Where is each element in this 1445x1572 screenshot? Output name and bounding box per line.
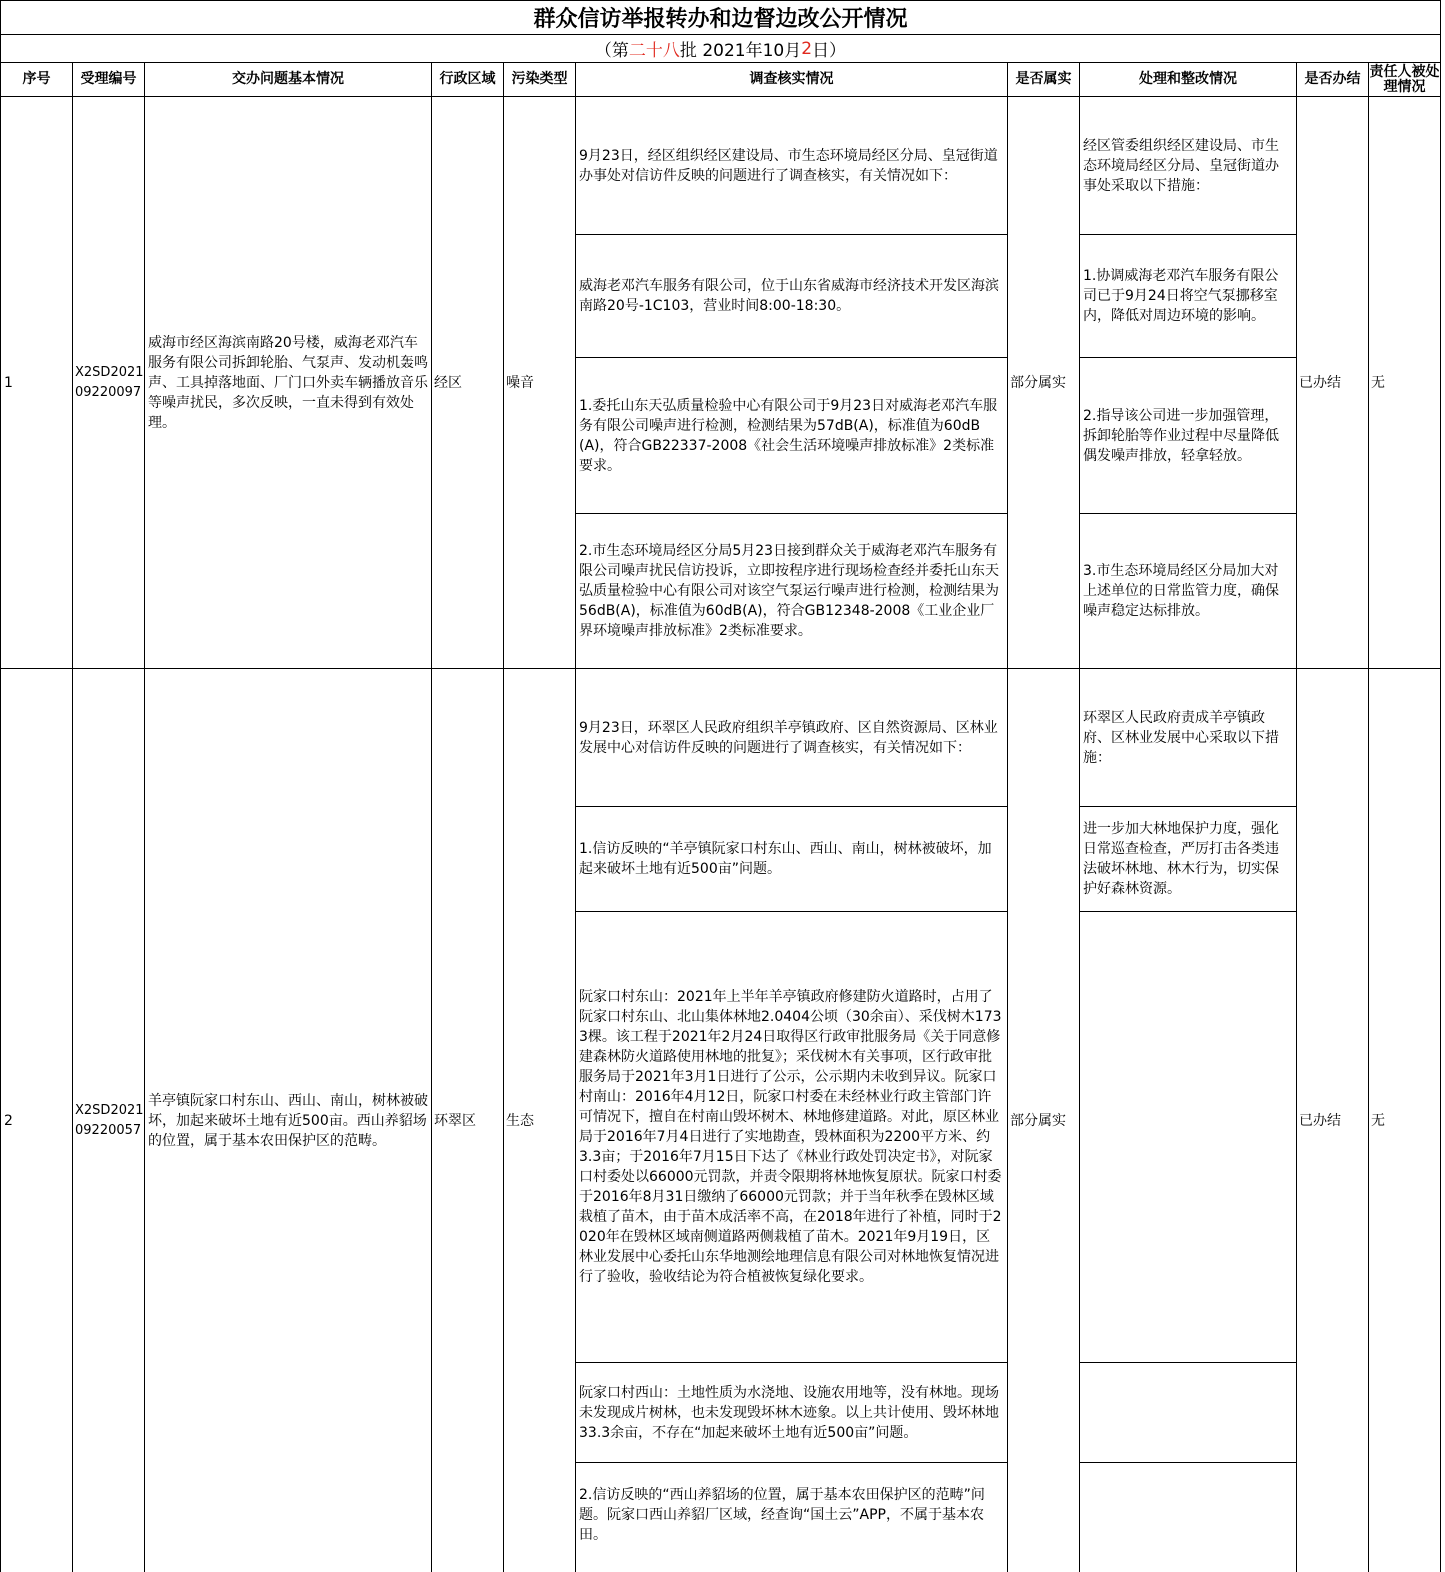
row2-punish: 无	[1369, 669, 1441, 1572]
header-investigation: 调查核实情况	[576, 63, 1008, 97]
row2-investigation-3: 阮家口村东山：2021年上半年羊亭镇政府修建防火道路时，占用了阮家口村东山、北山集体林地2.0404公顷（30余亩）、采伐树木1733棵。该工程于2021年2月24日取得区行政审批服务局《关于同意修建森林防火道路使用林地的批复》；采伐树木有关事项，区行政审批服务局于2021年3月1日进行了公示，公示期内未收到异议。阮家口村南山：2016年4月12日，阮家口村委在未经林业行政主管部门许可情况下，擅自在村南山毁坏树木、林地修建道路。对此，原区林业局于2016年7月4日进行了实地勘查，毁林面积为2200平方米、约3.3亩；于2016年7月15日下达了《林业行政处罚决定书》，对阮家口村委处以66000元罚款，并责令限期将林地恢复原状。阮家口村委于2016年8月31日缴纳了66000元罚款；并于当年秋季在毁林区域栽植了苗木，由于苗木成活率不高，在2018年进行了补植，同时于2020年在毁林区域南侧道路两侧栽植了苗木。2021年9月19日，区林业发展中心委托山东华地测绘地理信息有限公司对林地恢复情况进行了验收，验收结论为符合植被恢复绿化要求。	[575, 912, 1008, 1363]
row2-seq: 2	[0, 669, 73, 1572]
header-seq: 序号	[0, 63, 73, 97]
batch-subtitle	[0, 35, 1441, 63]
header-issue: 交办问题基本情况	[145, 63, 432, 97]
row1-punish: 无	[1369, 97, 1441, 669]
row1-handling-1: 经区管委组织经区建设局、市生态环境局经区分局、皇冠街道办事处采取以下措施：	[1079, 97, 1297, 235]
row1-issue: 威海市经区海滨南路20号楼，威海老邓汽车服务有限公司拆卸轮胎、气泵声、发动机轰鸣声、工具掉落地面、厂门口外卖车辆播放音乐等噪声扰民，多次反映，一直未得到有效处理。	[145, 97, 432, 669]
row1-handling-3: 2.指导该公司进一步加强管理，拆卸轮胎等作业过程中尽量降低偶发噪声排放，轻拿轻放。	[1079, 358, 1297, 514]
header-code: 受理编号	[73, 63, 145, 97]
header-truth: 是否属实	[1008, 63, 1080, 97]
row1-code: X2SD2021 09220097	[73, 97, 145, 669]
header-pollution: 污染类型	[504, 63, 576, 97]
row1-investigation-4: 2.市生态环境局经区分局5月23日接到群众关于威海老邓汽车服务有限公司噪声扰民信访投诉，立即按程序进行现场检查经并委托山东天弘质量检验中心有限公司对该空气泵运行噪声进行检测，检测结果为56dB(A)，标准值为60dB(A)，符合GB12348-2008《工业企业厂界环境噪声排放标准》2类标准要求。	[575, 514, 1008, 669]
row1-investigation-1: 9月23日，经区组织经区建设局、市生态环境局经区分局、皇冠街道办事处对信访件反映的问题进行了调查核实，有关情况如下：	[575, 97, 1008, 235]
row2-pollution: 生态	[504, 669, 576, 1572]
header-handling: 处理和整改情况	[1080, 63, 1297, 97]
header-closed: 是否办结	[1297, 63, 1369, 97]
row2-truth: 部分属实	[1008, 669, 1080, 1572]
row2-region: 环翠区	[432, 669, 504, 1572]
row1-truth: 部分属实	[1008, 97, 1080, 669]
row1-handling-2: 1.协调威海老邓汽车服务有限公司已于9月24日将空气泵挪移室内，降低对周边环境的影响。	[1079, 235, 1297, 358]
row1-pollution: 噪音	[504, 97, 576, 669]
row1-seq: 1	[0, 97, 73, 669]
row2-handling-3	[1079, 912, 1297, 1363]
subtitle-batch-number: 二十八	[628, 41, 680, 61]
row2-closed: 已办结	[1297, 669, 1369, 1572]
row1-handling-4: 3.市生态环境局经区分局加大对上述单位的日常监管力度，确保噪声稳定达标排放。	[1079, 514, 1297, 669]
row2-handling-2: 进一步加大林地保护力度，强化日常巡查检查，严厉打击各类违法破坏林地、林木行为，切实保护好森林资源。	[1079, 807, 1297, 912]
header-punish: 责任人被处理情况	[1369, 63, 1441, 97]
row2-handling-5	[1079, 1463, 1297, 1572]
row2-investigation-2: 1.信访反映的“羊亭镇阮家口村东山、西山、南山，树林被破坏，加起来破坏土地有近500亩”问题。	[575, 807, 1008, 912]
row2-handling-1: 环翠区人民政府责成羊亭镇政府、区林业发展中心采取以下措施：	[1079, 669, 1297, 807]
row2-handling-4	[1079, 1363, 1297, 1463]
row2-issue: 羊亭镇阮家口村东山、西山、南山，树林被破坏，加起来破坏土地有近500亩。西山养貂场的位置，属于基本农田保护区的范畴。	[145, 669, 432, 1572]
subtitle-date: 批 2021年10月	[679, 41, 802, 61]
row2-investigation-1: 9月23日，环翠区人民政府组织羊亭镇政府、区自然资源局、区林业发展中心对信访件反映的问题进行了调查核实，有关情况如下：	[575, 669, 1008, 807]
subtitle-day: 2	[801, 38, 813, 59]
row1-investigation-3: 1.委托山东天弘质量检验中心有限公司于9月23日对威海老邓汽车服务有限公司噪声进行检测，检测结果为57dB(A)，标准值为60dB(A)，符合GB22337-2008《社会生活环境噪声排放标准》2类标准要求。	[575, 358, 1008, 514]
subtitle-close: 日）	[812, 41, 847, 61]
row1-closed: 已办结	[1297, 97, 1369, 669]
row2-code: X2SD2021 09220057	[73, 669, 145, 1572]
row1-region: 经区	[432, 97, 504, 669]
header-region: 行政区域	[432, 63, 504, 97]
row2-investigation-5: 2.信访反映的“西山养貂场的位置，属于基本农田保护区的范畴”问题。阮家口西山养貂厂区域，经查询“国土云”APP，不属于基本农田。	[575, 1463, 1008, 1572]
row1-investigation-2: 威海老邓汽车服务有限公司，位于山东省威海市经济技术开发区海滨南路20号-1C103，营业时间8:00-18:30。	[575, 235, 1008, 358]
subtitle-open: （第	[594, 41, 629, 61]
page-title: 群众信访举报转办和边督边改公开情况	[0, 0, 1441, 35]
row2-investigation-4: 阮家口村西山：土地性质为水浇地、设施农用地等，没有林地。现场未发现成片树林，也未发现毁坏林木迹象。以上共计使用、毁坏林地33.3余亩，不存在“加起来破坏土地有近500亩”问题。	[575, 1363, 1008, 1463]
